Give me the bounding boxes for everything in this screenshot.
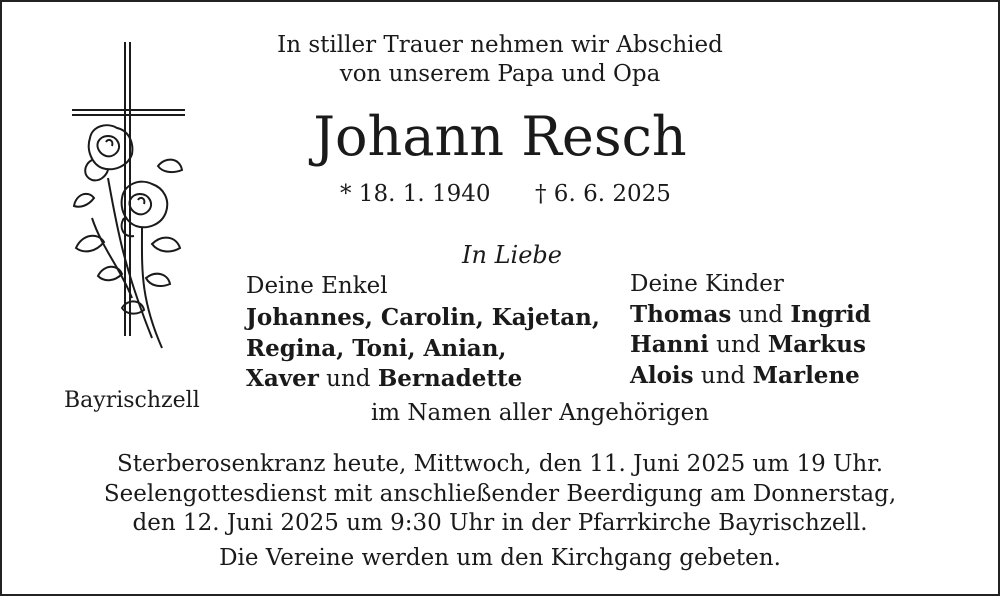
name-text: Alois xyxy=(630,362,694,389)
name-text: Regina, Toni, Anian, xyxy=(246,335,507,362)
service-line-4: Die Vereine werden um den Kirchgang gebeten. xyxy=(219,545,781,571)
kinder-line xyxy=(630,329,866,361)
birth-date: * 18. 1. 1940 xyxy=(340,181,491,207)
service-line-1: Sterberosenkranz heute, Mittwoch, den 11. Juni 2025 um 19 Uhr. xyxy=(116,451,884,477)
kinder-heading: Deine Kinder xyxy=(630,271,784,297)
cross-with-roses-icon xyxy=(62,38,192,378)
name-text: Ingrid xyxy=(790,301,871,328)
name-text: Bernadette xyxy=(377,365,523,392)
place-name: Bayrischzell xyxy=(64,388,200,413)
name-text: Marlene xyxy=(752,362,860,389)
service-line-2: Seelengottesdienst mit anschließender Beerdigung am Donnerstag, xyxy=(103,481,897,507)
name-text: Thomas xyxy=(630,301,732,328)
connector-text: und xyxy=(731,302,791,328)
death-date: † 6. 6. 2025 xyxy=(535,181,671,207)
intro-line-2: von unserem Papa und Opa xyxy=(339,61,661,87)
enkel-line xyxy=(246,333,506,365)
in-liebe-label: In Liebe xyxy=(462,241,562,269)
kinder-line xyxy=(630,299,871,331)
name-text: Johannes, Carolin, Kajetan, xyxy=(246,304,600,331)
name-text: Markus xyxy=(767,331,866,358)
intro-line-1: In stiller Trauer nehmen wir Abschied xyxy=(277,32,723,58)
name-text: Xaver xyxy=(246,365,319,392)
enkel-line xyxy=(246,363,522,395)
service-line-3: den 12. Juni 2025 um 9:30 Uhr in der Pfarrkirche Bayrischzell. xyxy=(132,510,868,536)
name-text: Hanni xyxy=(630,331,709,358)
enkel-line xyxy=(246,302,600,334)
kinder-line xyxy=(630,360,860,392)
connector-text: und xyxy=(318,366,378,392)
deceased-name: Johann Resch xyxy=(313,105,687,168)
connector-text: und xyxy=(708,332,768,358)
angehoerige-line: im Namen aller Angehörigen xyxy=(370,400,710,426)
enkel-heading: Deine Enkel xyxy=(246,273,388,299)
connector-text: und xyxy=(693,363,753,389)
